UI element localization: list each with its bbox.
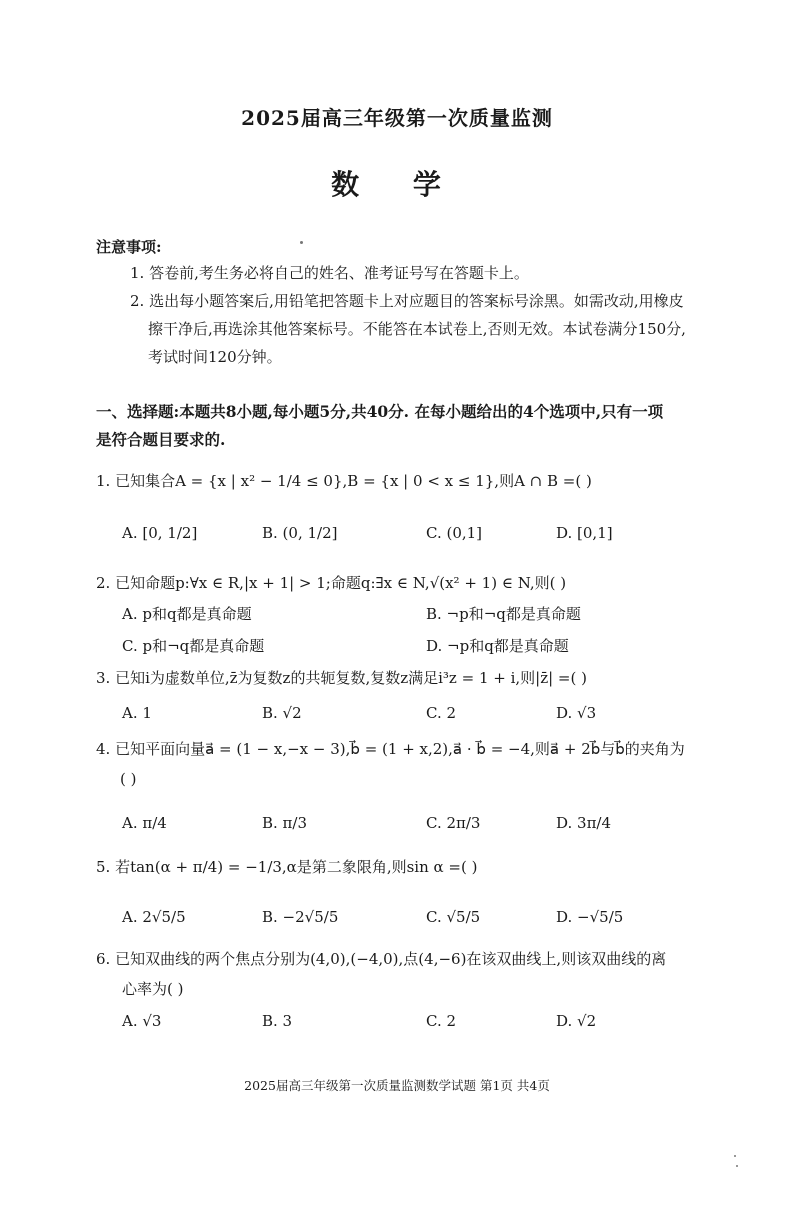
notice-line-4: 考试时间120分钟。 bbox=[148, 348, 282, 366]
question-5-option-a: A. 2√5/5 bbox=[122, 908, 186, 926]
question-6-option-c: C. 2 bbox=[426, 1012, 457, 1030]
page-footer: 2025届高三年级第一次质量监测数学试题 第1页 共4页 bbox=[244, 1078, 550, 1093]
scan-speck bbox=[300, 241, 303, 244]
notice-heading: 注意事项: bbox=[96, 238, 162, 256]
scan-speck bbox=[734, 1155, 736, 1157]
question-3-option-d: D. √3 bbox=[556, 704, 597, 722]
question-5-option-d: D. −√5/5 bbox=[556, 908, 624, 926]
question-6-stem-cont: 心率为( ) bbox=[122, 980, 184, 998]
question-1-option-a: A. [0, 1/2] bbox=[122, 524, 198, 542]
question-5-option-b: B. −2√5/5 bbox=[262, 908, 339, 926]
question-6-option-b: B. 3 bbox=[262, 1012, 293, 1030]
question-2-option-b: B. ¬p和¬q都是真命题 bbox=[426, 605, 581, 623]
exam-title: 2025届高三年级第一次质量监测 bbox=[241, 106, 553, 130]
question-4-option-c: C. 2π/3 bbox=[426, 814, 481, 832]
question-3-option-a: A. 1 bbox=[122, 704, 152, 722]
question-1-option-b: B. (0, 1/2] bbox=[262, 524, 338, 542]
question-1-stem: 1. 已知集合A = {x | x² − 1/4 ≤ 0},B = {x | 0 < x ≤ 1},则A ∩ B =( ) bbox=[96, 472, 592, 490]
subject-title: 数 学 bbox=[331, 168, 463, 201]
question-1-option-d: D. [0,1] bbox=[556, 524, 613, 542]
question-6-stem: 6. 已知双曲线的两个焦点分别为(4,0),(−4,0),点(4,−6)在该双曲线上,则该双曲线的离 bbox=[96, 950, 667, 968]
question-5-option-c: C. √5/5 bbox=[426, 908, 481, 926]
question-4-option-d: D. 3π/4 bbox=[556, 814, 612, 832]
question-5-stem: 5. 若tan(α + π/4) = −1/3,α是第二象限角,则sin α =( ) bbox=[96, 858, 478, 876]
question-1-option-c: C. (0,1] bbox=[426, 524, 483, 542]
question-3-option-b: B. √2 bbox=[262, 704, 302, 722]
section-heading-cont: 是符合题目要求的. bbox=[96, 430, 226, 449]
section-heading: 一、选择题:本题共8小题,每小题5分,共40分. 在每小题给出的4个选项中,只有一项 bbox=[96, 402, 664, 421]
question-6-option-a: A. √3 bbox=[122, 1012, 162, 1030]
question-6-option-d: D. √2 bbox=[556, 1012, 597, 1030]
question-3-option-c: C. 2 bbox=[426, 704, 457, 722]
question-4-stem-cont: ( ) bbox=[120, 770, 137, 788]
notice-line-3: 擦干净后,再选涂其他答案标号。不能答在本试卷上,否则无效。本试卷满分150分, bbox=[148, 320, 686, 338]
notice-line-2: 2. 选出每小题答案后,用铅笔把答题卡上对应题目的答案标号涂黑。如需改动,用橡皮 bbox=[130, 292, 684, 310]
question-4-stem: 4. 已知平面向量a⃗ = (1 − x,−x − 3),b⃗ = (1 + x,2),a⃗ · b⃗ = −4,则a⃗ + 2b⃗与b⃗的夹角为 bbox=[96, 740, 685, 758]
question-3-stem: 3. 已知i为虚数单位,z̄为复数z的共轭复数,复数z满足i³z = 1 + i,则|z̄| =( ) bbox=[96, 669, 587, 687]
question-2-option-d: D. ¬p和q都是真命题 bbox=[426, 637, 569, 655]
notice-line-1: 1. 答卷前,考生务必将自己的姓名、准考证号写在答题卡上。 bbox=[130, 264, 529, 282]
question-2-option-c: C. p和¬q都是真命题 bbox=[122, 637, 265, 655]
question-4-option-a: A. π/4 bbox=[122, 814, 167, 832]
question-2-option-a: A. p和q都是真命题 bbox=[122, 605, 252, 623]
question-2-stem: 2. 已知命题p:∀x ∈ R,|x + 1| > 1;命题q:∃x ∈ N,√(x² + 1) ∈ N,则( ) bbox=[96, 574, 567, 592]
scan-speck bbox=[736, 1165, 738, 1167]
question-4-option-b: B. π/3 bbox=[262, 814, 308, 832]
